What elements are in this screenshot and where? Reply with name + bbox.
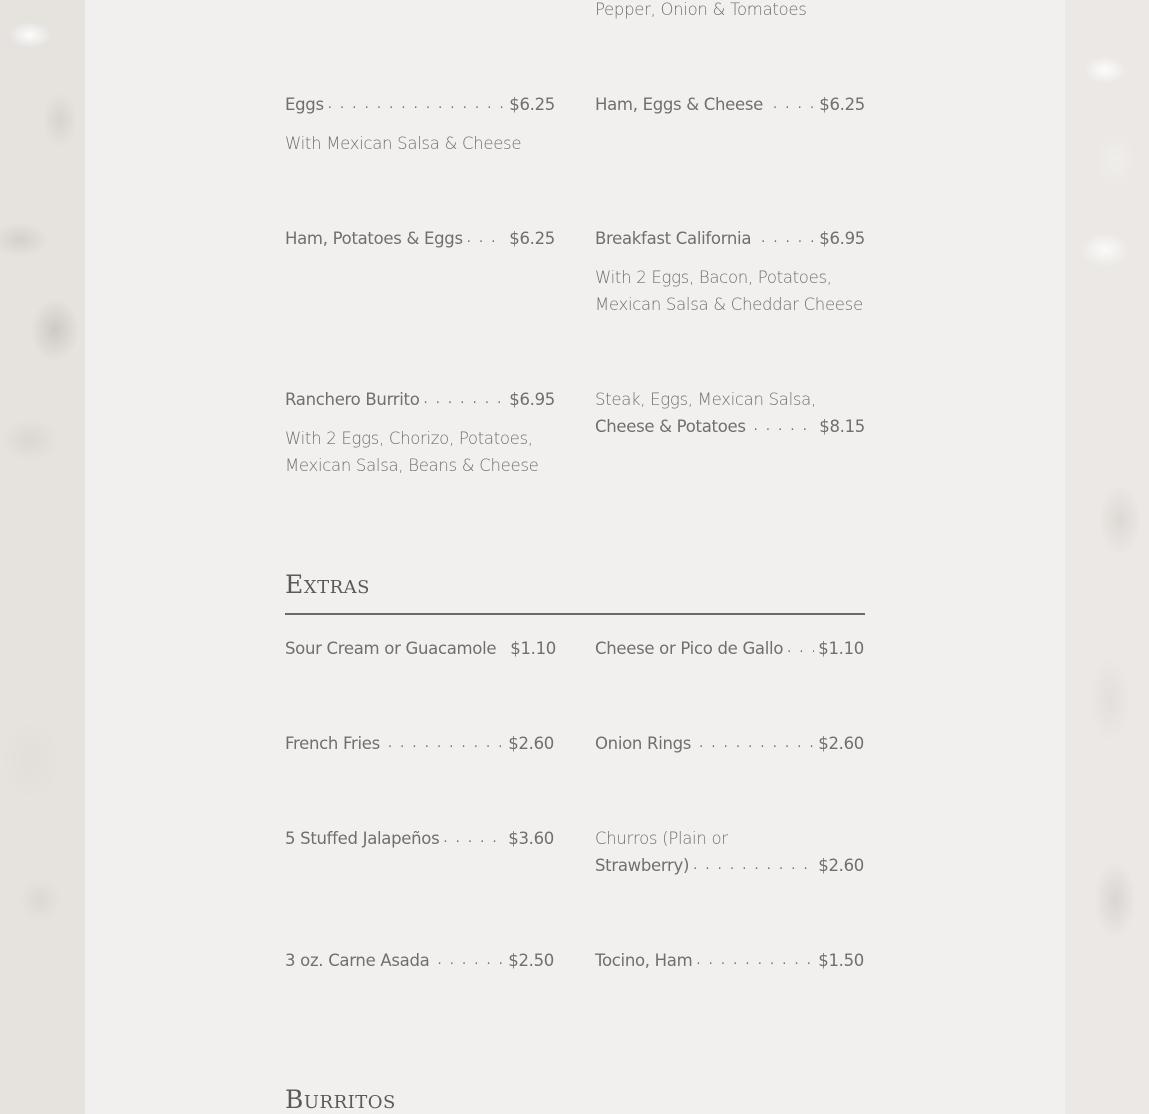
menu-item-cheese-pico xyxy=(595,635,864,662)
section-divider xyxy=(285,613,865,615)
menu-panel xyxy=(85,0,1065,1114)
item-price: $6.95 xyxy=(509,390,555,409)
item-price: $2.60 xyxy=(508,734,554,753)
item-price: $2.50 xyxy=(508,951,554,970)
menu-item-tocino-ham xyxy=(595,947,864,974)
menu-item-french-fries xyxy=(285,730,554,757)
dot-leader xyxy=(388,730,504,757)
dot-leader xyxy=(699,730,814,757)
background-right xyxy=(1065,0,1149,1114)
section-title-extras: Extras xyxy=(285,570,370,599)
item-name: Cheese or Pico de Gallo xyxy=(595,639,784,658)
dot-leader xyxy=(773,91,815,118)
item-name: Sour Cream or Guacamole xyxy=(285,639,497,658)
item-name: Strawberry) xyxy=(595,856,690,875)
item-description: With Mexican Salsa & Cheese xyxy=(285,134,522,153)
dot-leader xyxy=(328,91,505,118)
dot-leader xyxy=(424,386,506,413)
item-name: French Fries xyxy=(285,734,380,753)
dot-leader xyxy=(761,225,815,252)
item-price: $3.60 xyxy=(508,829,554,848)
menu-item-onion-rings xyxy=(595,730,864,757)
item-name: Cheese & Potatoes xyxy=(595,417,746,436)
item-price: $1.50 xyxy=(818,951,864,970)
dot-leader xyxy=(693,852,814,879)
item-price: $2.60 xyxy=(818,734,864,753)
section-title-burritos: Burritos xyxy=(285,1085,396,1114)
menu-item-eggs xyxy=(285,91,555,118)
item-price: $1.10 xyxy=(818,639,864,658)
dot-leader xyxy=(754,413,816,440)
item-price: $6.25 xyxy=(819,95,865,114)
item-name: 5 Stuffed Jalapeños xyxy=(285,829,440,848)
item-name-line: Steak, Eggs, Mexican Salsa, xyxy=(595,390,816,409)
dot-leader xyxy=(696,947,810,974)
dot-leader xyxy=(437,947,504,974)
item-name: 3 oz. Carne Asada xyxy=(285,951,430,970)
menu-item-jalapenos xyxy=(285,825,554,852)
menu-item-ham-potatoes-eggs xyxy=(285,225,555,252)
menu-item-steak-eggs xyxy=(595,413,865,440)
dot-leader xyxy=(787,635,814,662)
dot-leader xyxy=(443,825,504,852)
menu-item-breakfast-california xyxy=(595,225,865,252)
item-name-line: Churros (Plain or xyxy=(595,829,728,848)
item-description: With 2 Eggs, Bacon, Potatoes, xyxy=(595,268,832,287)
item-name: Breakfast California xyxy=(595,229,752,248)
item-price: $6.25 xyxy=(509,229,555,248)
dot-leader xyxy=(467,225,501,252)
menu-item-carne-asada xyxy=(285,947,554,974)
item-description: Pepper, Onion & Tomatoes xyxy=(595,0,807,19)
menu-item-ranchero-burrito xyxy=(285,386,555,413)
menu-item-ham-eggs-cheese xyxy=(595,91,865,118)
background-left xyxy=(0,0,85,1114)
item-description: With 2 Eggs, Chorizo, Potatoes, xyxy=(285,429,533,448)
menu-item-sour-cream xyxy=(285,635,554,662)
item-name: Ham, Potatoes & Eggs xyxy=(285,229,463,248)
item-name: Ham, Eggs & Cheese xyxy=(595,95,764,114)
item-description: Mexican Salsa, Beans & Cheese xyxy=(285,456,539,475)
item-price: $2.60 xyxy=(818,856,864,875)
item-name: Onion Rings xyxy=(595,734,692,753)
menu-item-churros xyxy=(595,852,864,879)
item-price: $8.15 xyxy=(819,417,865,436)
item-price: $6.95 xyxy=(819,229,865,248)
item-name: Eggs xyxy=(285,95,324,114)
item-price: $6.25 xyxy=(509,95,555,114)
item-description: Mexican Salsa & Cheddar Cheese xyxy=(595,295,863,314)
item-name: Ranchero Burrito xyxy=(285,390,420,409)
item-name: Tocino, Ham xyxy=(595,951,693,970)
item-price: $1.10 xyxy=(510,639,556,658)
